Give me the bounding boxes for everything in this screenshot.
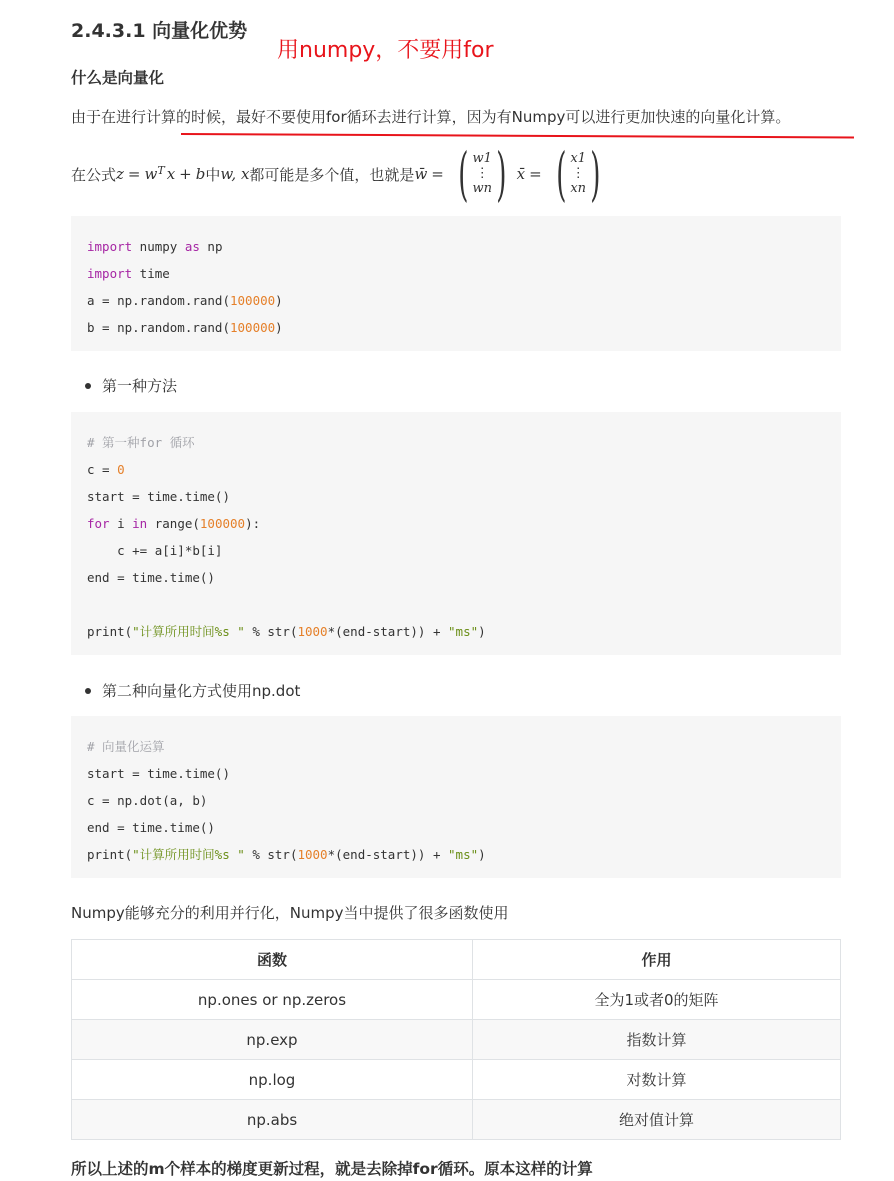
table-row (72, 1020, 841, 1060)
table-row (72, 1100, 841, 1140)
table-cell: 全为1或者0的矩阵 (473, 980, 841, 1020)
table-cell: np.exp (72, 1020, 473, 1060)
formula-prefix: 在公式 (71, 165, 117, 184)
table-cell: np.log (72, 1060, 473, 1100)
code-line: c = 0 (87, 462, 125, 477)
x-vector-dots: ⋮ (571, 166, 585, 181)
formula-w: w (144, 165, 158, 183)
x-vector-top: x1 (570, 151, 586, 166)
bullet-first-method: 第一种方法 (85, 375, 177, 396)
code-line: start = time.time() (87, 489, 230, 504)
code-line: import numpy as np (87, 239, 223, 254)
formula-suffix: 都可能是多个值，也就是 (249, 165, 415, 184)
section-heading: 2.4.3.1 向量化优势 (71, 20, 248, 42)
formula-eq3: = (529, 165, 542, 183)
formula-z: z (116, 165, 124, 183)
code-blank-line (87, 591, 825, 618)
code-line: a = np.random.rand(100000) (87, 293, 283, 308)
w-vector-dots: ⋮ (475, 166, 489, 181)
code-line: c += a[i]*b[i] (87, 543, 223, 558)
table-cell: 对数计算 (473, 1060, 841, 1100)
formula-plus: + (179, 165, 192, 183)
subsection-heading: 什么是向量化 (71, 69, 165, 87)
formula-xbar: x̄ (516, 165, 526, 183)
code-line: start = time.time() (87, 766, 230, 781)
code-line: print("计算所用时间%s " % str(1000*(end-start)) + "ms") (87, 624, 486, 639)
table-header-row (72, 940, 841, 980)
right-paren-icon: ) (590, 140, 601, 208)
formula-middle: 中 (205, 165, 221, 184)
numpy-functions-table (71, 939, 841, 1140)
w-vector (452, 140, 513, 208)
code-line: end = time.time() (87, 820, 215, 835)
table-header-function: 函数 (72, 940, 473, 980)
code-line: for i in range(100000): (87, 516, 261, 531)
formula-line (71, 140, 611, 208)
right-paren-icon: ) (496, 140, 507, 208)
code-block-imports[interactable] (71, 216, 841, 351)
table-row (72, 980, 841, 1020)
table-cell: np.abs (72, 1100, 473, 1140)
code-line: end = time.time() (87, 570, 215, 585)
bullet-second-method: 第二种向量化方式使用np.dot (85, 680, 300, 701)
table-row (72, 1060, 841, 1100)
x-vector (550, 140, 607, 208)
code-line: b = np.random.rand(100000) (87, 320, 283, 335)
w-vector-top: w1 (472, 151, 492, 166)
code-comment: # 第一种for 循环 (87, 435, 195, 450)
table-cell: np.ones or np.zeros (72, 980, 473, 1020)
formula-wbar: w̄ (414, 165, 428, 183)
table-cell: 指数计算 (473, 1020, 841, 1060)
w-vector-bottom: wn (472, 181, 492, 196)
table-header-purpose: 作用 (473, 940, 841, 980)
code-comment: # 向量化运算 (87, 739, 165, 754)
formula-eq2: = (431, 165, 444, 183)
left-paren-icon: ( (458, 140, 469, 208)
code-line: print("计算所用时间%s " % str(1000*(end-start)) + "ms") (87, 847, 486, 862)
formula-x: x (166, 165, 176, 183)
code-block-vector[interactable] (71, 716, 841, 878)
code-line: c = np.dot(a, b) (87, 793, 208, 808)
formula-T: T (157, 163, 165, 177)
formula-b: b (195, 165, 206, 183)
handwritten-annotation: 用numpy，不要用for (277, 38, 494, 63)
x-vector-bottom: xn (570, 181, 587, 196)
intro-paragraph: 由于在进行计算的时候，最好不要使用for循环去进行计算，因为有Numpy可以进行更加快速的向量化计算。 (71, 108, 791, 126)
annotation-underline (181, 133, 854, 139)
final-paragraph: 所以上述的m个样本的梯度更新过程，就是去除掉for循环。原本这样的计算 (71, 1160, 593, 1178)
code-block-loop[interactable] (71, 412, 841, 655)
formula-wx: w, x (220, 165, 250, 183)
numpy-description: Numpy能够充分的利用并行化，Numpy当中提供了很多函数使用 (71, 904, 509, 922)
left-paren-icon: ( (555, 140, 567, 208)
formula-eq: = (127, 165, 141, 183)
code-line: import time (87, 266, 170, 281)
table-cell: 绝对值计算 (473, 1100, 841, 1140)
